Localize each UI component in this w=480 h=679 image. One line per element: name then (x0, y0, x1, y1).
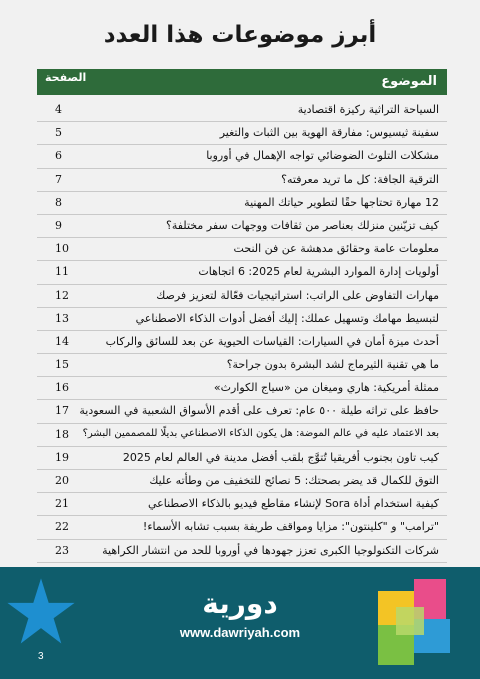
toc-row[interactable] (37, 169, 447, 192)
toc-row-title: ما هي تقنية الثيرماج لشد البشرة بدون جراحة؟ (226, 358, 439, 372)
toc-row-page: 9 (55, 218, 62, 232)
toc-row-page: 23 (55, 543, 69, 557)
toc-row-title: أولويات إدارة الموارد البشرية لعام 2025: 6 اتجاهات (198, 265, 439, 279)
toc-row[interactable] (37, 400, 447, 423)
toc-row-title: السياحة التراثية ركيزة اقتصادية (297, 103, 439, 116)
toc-row-title: كيب تاون بجنوب أفريقيا تُتوَّج بلقب أفضل مدينة في العالم لعام 2025 (122, 450, 439, 464)
footer (0, 567, 480, 679)
toc-row-title: مشكلات التلوث الضوضائي تواجه الإهمال في أوروبا (206, 149, 439, 163)
toc-header (37, 69, 447, 95)
toc-row[interactable] (37, 285, 447, 308)
toc-row-page: 11 (55, 265, 69, 279)
toc-row-title: شركات التكنولوجيا الكبرى تعزز جهودها في أوروبا للحد من انتشار الكراهية (102, 543, 439, 557)
toc-row-page: 6 (55, 149, 62, 163)
toc-row-title: الترقية الجافة: كل ما تريد معرفته؟ (281, 172, 439, 186)
toc-row[interactable] (37, 424, 447, 447)
toc-row-title: "ترامب" و "كلينتون": مزايا ومواقف طريفة بسبب تشابه الأسماء! (142, 520, 439, 534)
toc-row[interactable] (37, 331, 447, 354)
toc-row[interactable] (37, 493, 447, 516)
toc-row-page: 21 (55, 497, 69, 511)
toc-row[interactable] (37, 145, 447, 168)
toc-row-title: كيف تزيّنين منزلك بعناصر من ثقافات ووجهات سفر مختلفة؟ (166, 218, 439, 232)
toc-row[interactable] (37, 540, 447, 563)
toc-row-page: 17 (55, 404, 69, 418)
toc-row[interactable] (37, 354, 447, 377)
toc-row-page: 13 (55, 311, 69, 325)
toc-row-title: حافظ على تراثه طيلة ٥٠٠ عام: تعرف على أقدم الأسواق الشعبية في السعودية (79, 404, 439, 418)
toc-row-title: سفينة ثيسيوس: مفارقة الهوية بين الثبات والتغير (219, 126, 439, 140)
toc-row-title: مهارات التفاوض على الراتب: استراتيجيات فعّالة لتعزيز فرصك (156, 288, 439, 302)
toc-row-page: 7 (55, 172, 62, 186)
brand-logo-text: دورية (202, 587, 278, 620)
toc-row-title: كيفية استخدام أداة Sora لإنشاء مقاطع فيديو بالذكاء الاصطناعي (148, 497, 439, 511)
toc-row-title: معلومات عامة وحقائق مدهشة عن فن النحت (233, 242, 439, 256)
page-title: أبرز موضوعات هذا العدد (103, 22, 377, 48)
toc-row-title: 12 مهارة تحتاجها حقًا لتطوير حياتك المهنية (244, 195, 439, 209)
toc-row[interactable] (37, 308, 447, 331)
toc-row-page: 20 (55, 474, 69, 487)
toc-row-page: 19 (55, 450, 69, 464)
toc-row[interactable] (37, 470, 447, 493)
topic-column-header: الموضوع (381, 74, 437, 89)
toc-row-page: 22 (55, 520, 69, 534)
toc-row[interactable] (37, 238, 447, 261)
toc-row[interactable] (37, 447, 447, 470)
toc-row[interactable] (37, 192, 447, 215)
toc-row[interactable] (37, 215, 447, 238)
toc-list (37, 99, 447, 563)
website-url[interactable]: www.dawriyah.com (179, 625, 301, 640)
toc-row-title: لتبسيط مهامك وتسهيل عملك: إليك أفضل أدوات الذكاء الاصطناعي (135, 311, 439, 325)
page-column-header: الصفحة (45, 71, 87, 84)
toc-row-title: ممثلة أمريكية: هاري وميغان من «سياج الكوارث» (213, 381, 439, 395)
toc-row[interactable] (37, 99, 447, 122)
toc-row[interactable] (37, 516, 447, 539)
toc-row-page: 14 (55, 334, 69, 348)
toc-row-page: 5 (55, 126, 62, 140)
toc-row-title: بعد الاعتماد عليه في عالم الموضة: هل يكون الذكاء الاصطناعي بديلًا للمصممين البشر؟ (82, 427, 439, 439)
toc-row-page: 10 (55, 242, 69, 256)
toc-row-page: 8 (55, 195, 62, 209)
toc-row[interactable] (37, 122, 447, 145)
toc-row-page: 12 (55, 288, 69, 302)
toc-row-page: 18 (55, 427, 69, 441)
toc-row-title: أحدث ميزة أمان في السيارات: القياسات الحيوية عن بعد للسائق والركاب (105, 334, 439, 348)
toc-row-page: 4 (55, 103, 62, 116)
toc-row-page: 15 (55, 358, 69, 372)
toc-row[interactable] (37, 377, 447, 400)
toc-row-title: التوق للكمال قد يضر بصحتك: 5 نصائح للتخفيف من وطأته عليك (149, 474, 439, 487)
page-number: 3 (38, 651, 44, 662)
toc-row[interactable] (37, 261, 447, 284)
logo-blocks-icon (378, 579, 460, 665)
toc-row-page: 16 (55, 381, 69, 395)
